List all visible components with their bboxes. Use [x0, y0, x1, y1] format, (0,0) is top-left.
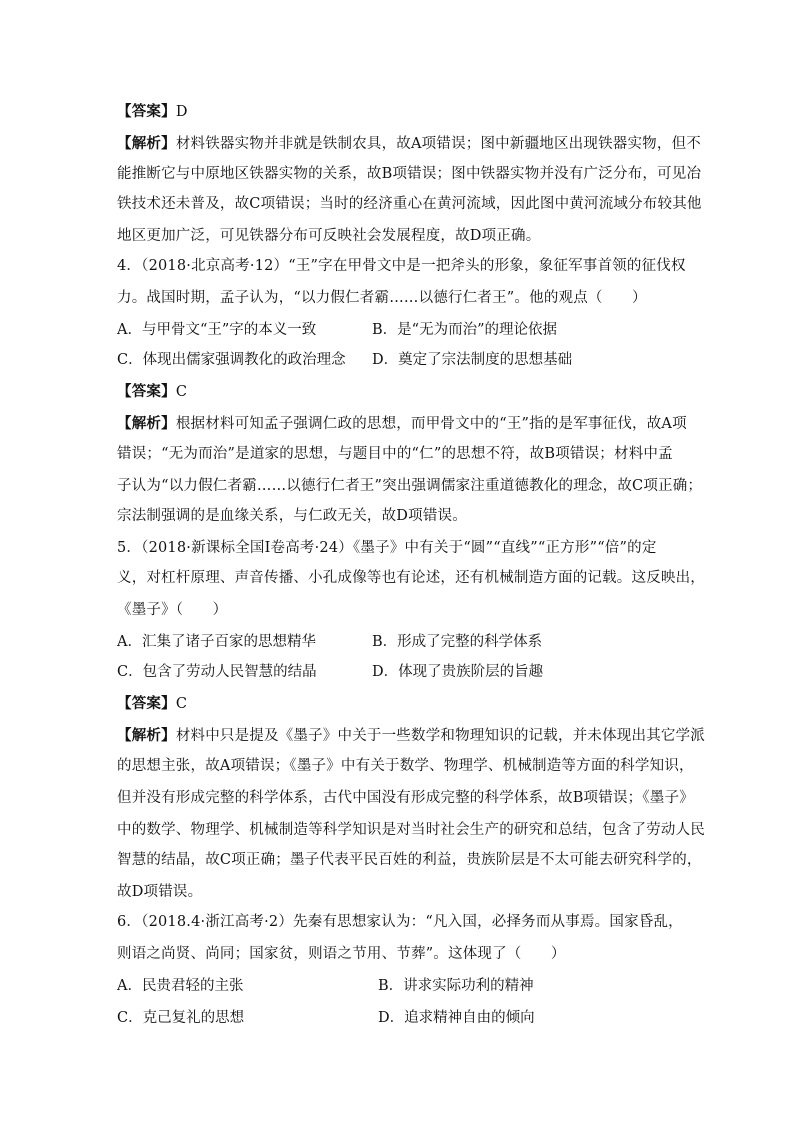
option-a[interactable]: A．与甲骨文“王”字的本义一致	[117, 322, 317, 338]
option-c[interactable]: C．包含了劳动人民智慧的结晶	[117, 664, 317, 680]
analysis-line: 子认为“以力假仁者霸……以德行仁者王”突出强调儒家注重道德教化的理念，故C项正确；	[117, 478, 703, 494]
option-a[interactable]: A．汇集了诸子百家的思想精华	[117, 634, 316, 650]
option-d[interactable]: D．追求精神自由的倾向	[378, 1010, 535, 1026]
answer-tag: 【答案】	[117, 384, 176, 400]
answer-value: D	[175, 104, 188, 120]
option-d[interactable]: D．体现了贵族阶层的旨趣	[372, 664, 544, 680]
option-b[interactable]: B．讲求实际功利的精神	[378, 978, 534, 994]
question-stem: 义，对杠杆原理、声音传播、小孔成像等也有论述，还有机械制造方面的记载。这反映出，	[117, 570, 705, 586]
analysis-tag: 【解析】	[117, 416, 176, 432]
answer-line	[117, 102, 697, 122]
answer-line	[117, 382, 697, 402]
analysis-text: 材料中只是提及《墨子》中关于一些数学和物理知识的记载，并未体现出其它学派	[175, 728, 706, 744]
option-c[interactable]: C．克己复礼的思想	[117, 1010, 245, 1026]
analysis-line	[117, 414, 697, 434]
answer-value: C	[175, 384, 188, 400]
question-stem: 《墨子》（ ）	[117, 602, 228, 618]
analysis-line: 能推断它与中原地区铁器实物的关系，故B项错误；图中铁器实物并没有广泛分布，可见冶	[117, 166, 702, 182]
analysis-line: 中的数学、物理学、机械制造等科学知识是对当时社会生产的研究和总结，包含了劳动人民	[117, 822, 705, 838]
answer-value: C	[175, 696, 188, 712]
analysis-line: 错误；“无为而治”是道家的思想，与题目中的“仁”的思想不符，故B项错误；材料中孟	[117, 446, 673, 462]
answer-tag: 【答案】	[117, 696, 176, 712]
option-b[interactable]: B．是“无为而治”的理论依据	[372, 322, 557, 338]
analysis-line: 的思想主张，故A项错误；《墨子》中有关于数学、物理学、机械制造等方面的科学知识，	[117, 758, 694, 774]
question-stem: 5．（2018·新课标全国Ⅰ卷高考·24）《墨子》中有关于“圆”“直线”“正方形”“倍”的定	[117, 540, 657, 556]
question-stem: 4．（2018·北京高考·12）“王”字在甲骨文中是一把斧头的形象，象征军事首领的征伐权	[117, 258, 686, 274]
analysis-tag: 【解析】	[117, 728, 176, 744]
option-d[interactable]: D．奠定了宗法制度的思想基础	[372, 352, 573, 368]
analysis-tag: 【解析】	[117, 136, 176, 152]
analysis-line: 铁技术还未普及，故C项错误；当时的经济重心在黄河流域，因此图中黄河流域分布较其他	[117, 196, 702, 212]
analysis-line: 但并没有形成完整的科学体系，古代中国没有形成完整的科学体系，故B项错误；《墨子》	[117, 790, 694, 806]
answer-tag: 【答案】	[117, 104, 176, 120]
option-b[interactable]: B．形成了完整的科学体系	[372, 634, 543, 650]
analysis-text: 材料铁器实物并非就是铁制农具，故A项错误；图中新疆地区出现铁器实物，但不	[175, 136, 701, 152]
analysis-line	[117, 134, 701, 154]
analysis-line: 宗法制强调的是血缘关系，与仁政无关，故D项错误。	[117, 508, 467, 524]
option-a[interactable]: A．民贵君轻的主张	[117, 978, 244, 994]
question-stem: 6．（2018.4·浙江高考·2）先秦有思想家认为：“凡入国，必择务而从事焉。国家昏乱，	[117, 914, 683, 930]
question-stem: 力。战国时期，孟子认为，“以力假仁者霸……以德行仁者王”。他的观点（ ）	[117, 290, 647, 306]
option-c[interactable]: C．体现出儒家强调教化的政治理念	[117, 352, 346, 368]
analysis-line: 故D项错误。	[117, 884, 203, 900]
analysis-line: 智慧的结晶，故C项正确；墨子代表平民百姓的利益，贵族阶层是不太可能去研究科学的，	[117, 852, 702, 868]
analysis-line: 地区更加广泛，可见铁器分布可反映社会发展程度，故D项正确。	[117, 228, 541, 244]
answer-line	[117, 694, 697, 714]
question-stem: 则语之尚贤、尚同；国家贫，则语之节用、节葬”。这体现了（ ）	[117, 946, 566, 962]
analysis-line	[117, 726, 706, 746]
analysis-text: 根据材料可知孟子强调仁政的思想，而甲骨文中的“王”指的是军事征伐，故A项	[175, 416, 687, 432]
